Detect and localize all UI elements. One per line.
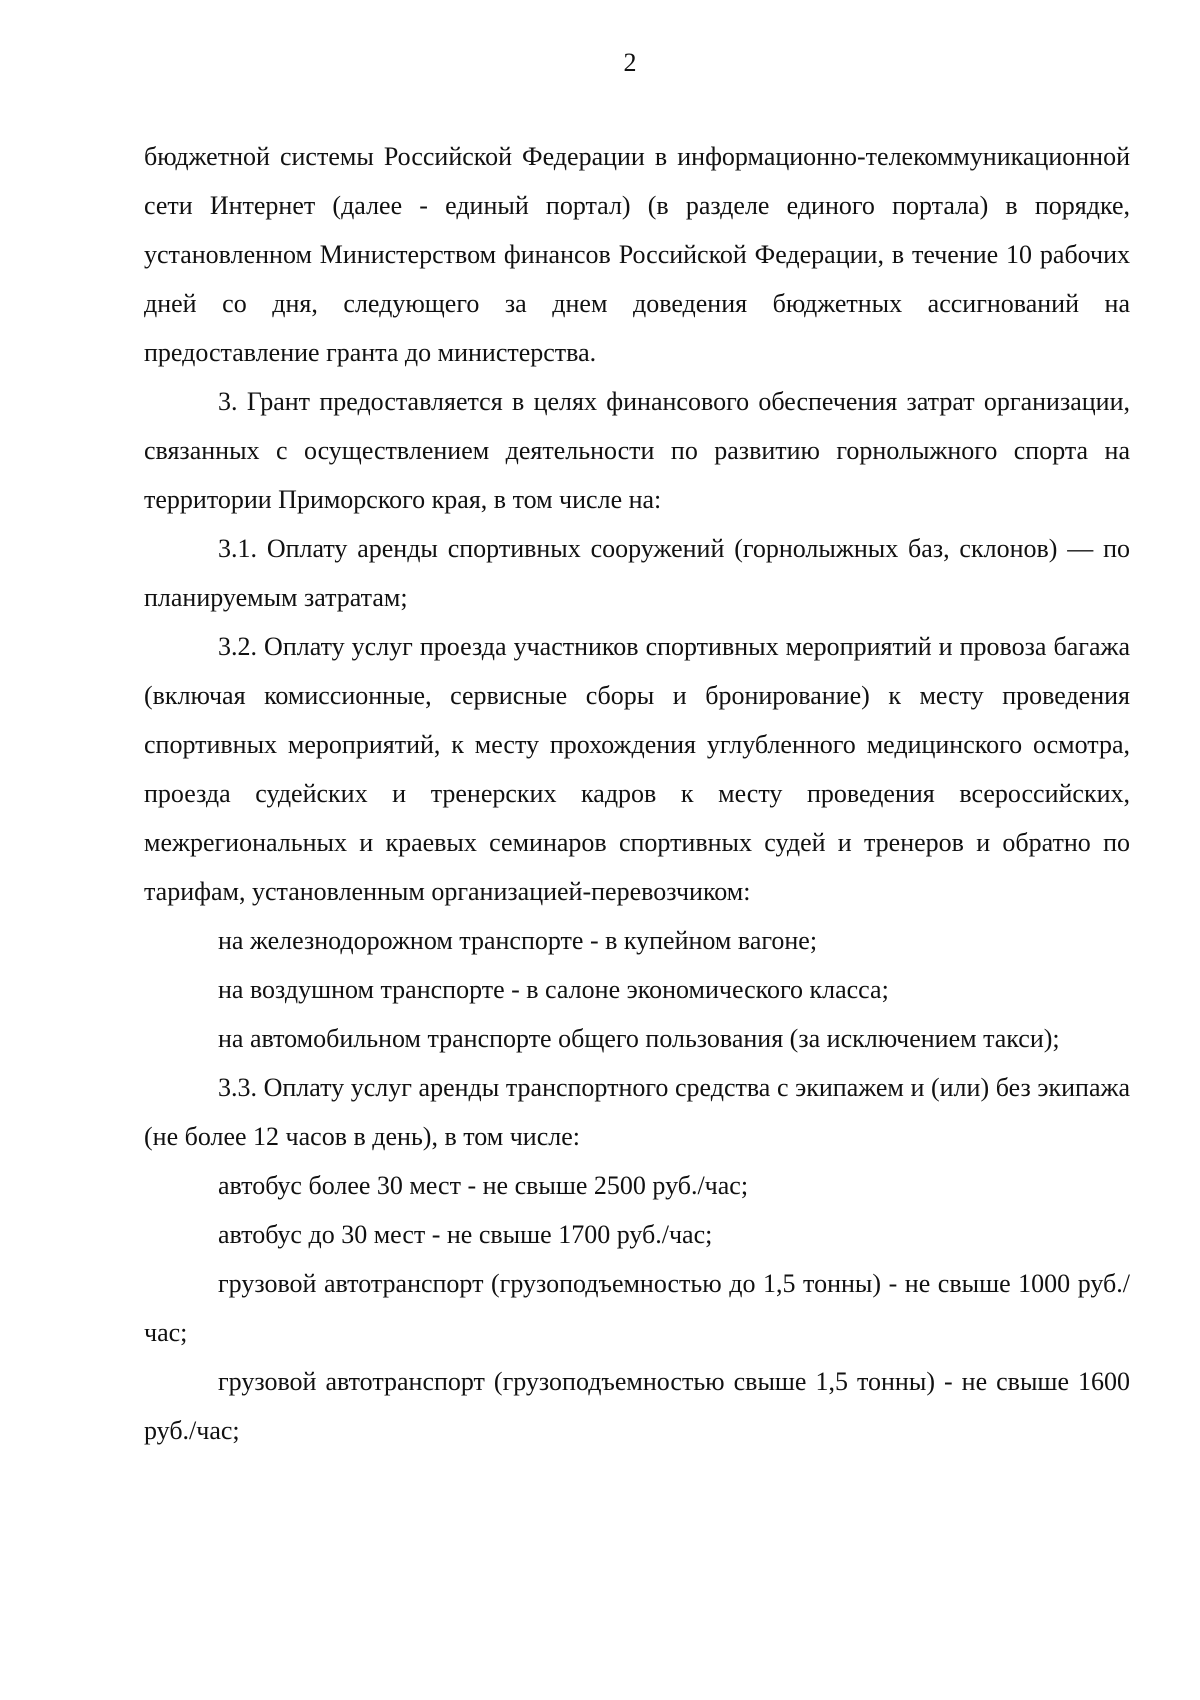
paragraph-road-transport: на автомобильном транспорте общего пользования (за исключением такси); [218,1024,1060,1053]
paragraph-item-3-2: 3.2. Оплату услуг проезда участников спортивных мероприятий и провоза багажа (включая комиссионные, сервисные сборы и бронирование) к месту проведения спортивных мероприятий, к месту прохождения углубленного медицинского осмотра, проезда судейских и тренерских кадров к месту проведения всероссийских, межрегиональных и краевых семинаров спортивных судей и тренеров и обратно по тарифам, установленным организацией-перевозчиком: [144,632,1130,906]
page-number: 2 [623,48,637,77]
paragraph-cargo-over-1-5: грузовой автотранспорт (грузоподъемностью свыше 1,5 тонны) - не свыше 1600 руб./час; [144,1367,1130,1445]
paragraph-item-3-1: 3.1. Оплату аренды спортивных сооружений (горнолыжных баз, склонов) — по планируемым затратам; [144,534,1130,612]
paragraph-cargo-under-1-5: грузовой автотранспорт (грузоподъемностью до 1,5 тонны) - не свыше 1000 руб./час; [144,1269,1130,1347]
paragraph-continuation: бюджетной системы Российской Федерации в информационно-телекоммуникационной сети Интернет (далее - единый портал) (в разделе единого портала) в порядке, установленном Министерством финансов Российской Федерации, в течение 10 рабочих дней со дня, следующего за днем доведения бюджетных ассигнований на предоставление гранта до министерства. [144,142,1130,367]
paragraph-item-3: 3. Грант предоставляется в целях финансового обеспечения затрат организации, связанных с осуществлением деятельности по развитию горнолыжного спорта на территории Приморского края, в том числе на: [144,387,1130,514]
paragraph-item-3-3: 3.3. Оплату услуг аренды транспортного средства с экипажем и (или) без экипажа (не более 12 часов в день), в том числе: [144,1073,1130,1151]
paragraph-bus-under-30: автобус до 30 мест - не свыше 1700 руб./час; [218,1220,713,1249]
document-body [144,132,1130,1455]
paragraph-rail-transport: на железнодорожном транспорте - в купейном вагоне; [218,926,818,955]
paragraph-air-transport: на воздушном транспорте - в салоне экономического класса; [218,975,889,1004]
paragraph-bus-over-30: автобус более 30 мест - не свыше 2500 руб./час; [218,1171,749,1200]
